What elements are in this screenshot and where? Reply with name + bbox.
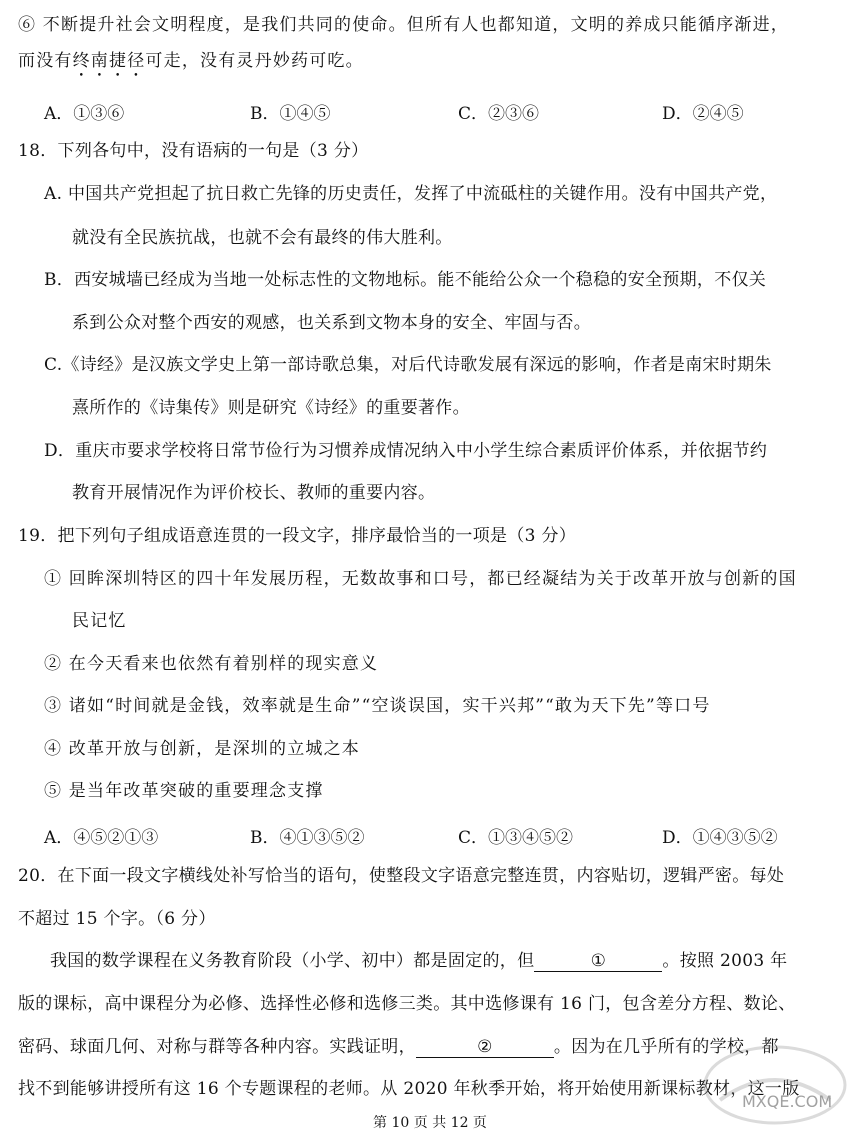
- q17-option-b: B．①④⑤: [250, 104, 331, 124]
- q19-option-d: D．①④③⑤②: [662, 828, 778, 848]
- page-footer: 第 10 页 共 12 页: [373, 1115, 487, 1131]
- q20-passage-line3: [18, 1036, 779, 1058]
- q20-stem-line1: 20．在下面一段文字横线处补写恰当的语句，使整段文字语意完整连贯，内容贴切，逻辑严密。每处: [18, 866, 785, 886]
- q20-blank-1[interactable]: ①: [534, 951, 662, 972]
- q18-option-b-line2: 系到公众对整个西安的观感，也关系到文物本身的安全、牢固与否。: [72, 313, 591, 333]
- q17-item6-line1: ⑥ 不断提升社会文明程度，是我们共同的使命。但所有人也都知道，文明的养成只能循序渐进，: [18, 15, 790, 35]
- q19-sentence-5: ⑤ 是当年改革突破的重要理念支撑: [44, 781, 324, 801]
- watermark-text: MXQE.COM: [742, 1092, 833, 1111]
- q18-option-d-line2: 教育开展情况作为评价校长、教师的重要内容。: [72, 483, 436, 503]
- q17-option-d: D．②④⑤: [662, 104, 744, 124]
- q18-option-c-line2: 熹所作的《诗集传》则是研究《诗经》的重要著作。: [72, 398, 470, 418]
- q17-item6-pre: 而没有: [18, 51, 73, 71]
- q20-stem-line2: 不超过 15 个字。（6 分）: [18, 909, 216, 929]
- q19-sentence-2: ② 在今天看来也依然有着别样的现实意义: [44, 654, 379, 674]
- q17-item6-post: 可走，没有灵丹妙药可吃。: [145, 51, 364, 71]
- q19-sentence-4: ④ 改革开放与创新，是深圳的立城之本: [44, 739, 361, 759]
- q20-passage-line2: 版的课标，高中课程分为必修、选择性必修和选修三类。其中选修课有 16 门，包含差分方程、数论、: [18, 994, 796, 1014]
- q19-option-b: B．④①③⑤②: [250, 828, 365, 848]
- q19-sentence-1-line2: 民记忆: [72, 611, 127, 631]
- q20-passage-line1: [50, 950, 787, 972]
- q19-option-a: A．④⑤②①③: [44, 828, 159, 848]
- q20-passage-line4: 找不到能够讲授所有这 16 个专题课程的老师。从 2020 年秋季开始，将开始使用新课标教材，这一版: [18, 1079, 800, 1099]
- q19-stem: 19．把下列句子组成语意连贯的一段文字，排序最恰当的一项是（3 分）: [18, 526, 577, 546]
- q18-option-b-line1: B．西安城墙已经成为当地一处标志性的文物地标。能不能给公众一个稳稳的安全预期，不仅关: [44, 270, 767, 290]
- q19-sentence-1-line1: ① 回眸深圳特区的四十年发展历程，无数故事和口号，都已经凝结为关于改革开放与创新的国: [44, 569, 797, 589]
- q18-option-c-line1: C.《诗经》是汉族文学史上第一部诗歌总集，对后代诗歌发展有深远的影响，作者是南宋时期朱: [44, 355, 772, 375]
- q20-passage-line3-post: 。因为在几乎所有的学校，都: [553, 1037, 779, 1057]
- q19-option-c: C．①③④⑤②: [458, 828, 574, 848]
- q20-blank-2[interactable]: ②: [416, 1037, 554, 1058]
- q17-item6-dotted-idiom: 终南捷径: [72, 51, 146, 71]
- q20-passage-line1-post: 。按照 2003 年: [662, 951, 788, 971]
- q17-item6-line2: [18, 50, 364, 81]
- q18-stem: 18．下列各句中，没有语病的一句是（3 分）: [18, 141, 369, 161]
- q18-option-a-line1: A. 中国共产党担起了抗日救亡先锋的历史责任，发挥了中流砥柱的关键作用。没有中国共产党，: [44, 184, 778, 204]
- q20-passage-line3-pre: 密码、球面几何、对称与群等各种内容。实践证明，: [18, 1037, 416, 1057]
- q20-passage-line1-pre: 我国的数学课程在义务教育阶段（小学、初中）都是固定的，但: [50, 951, 535, 971]
- q18-option-a-line2: 就没有全民族抗战，也就不会有最终的伟大胜利。: [72, 228, 453, 248]
- q18-option-d-line1: D．重庆市要求学校将日常节俭行为习惯养成情况纳入中小学生综合素质评价体系，并依据节约: [44, 441, 768, 461]
- q17-option-a: A．①③⑥: [44, 104, 125, 124]
- q19-sentence-3: ③ 诸如“时间就是金钱，效率就是生命”“空谈误国，实干兴邦”“敢为天下先”等口号: [44, 696, 711, 716]
- q17-option-c: C．②③⑥: [458, 104, 540, 124]
